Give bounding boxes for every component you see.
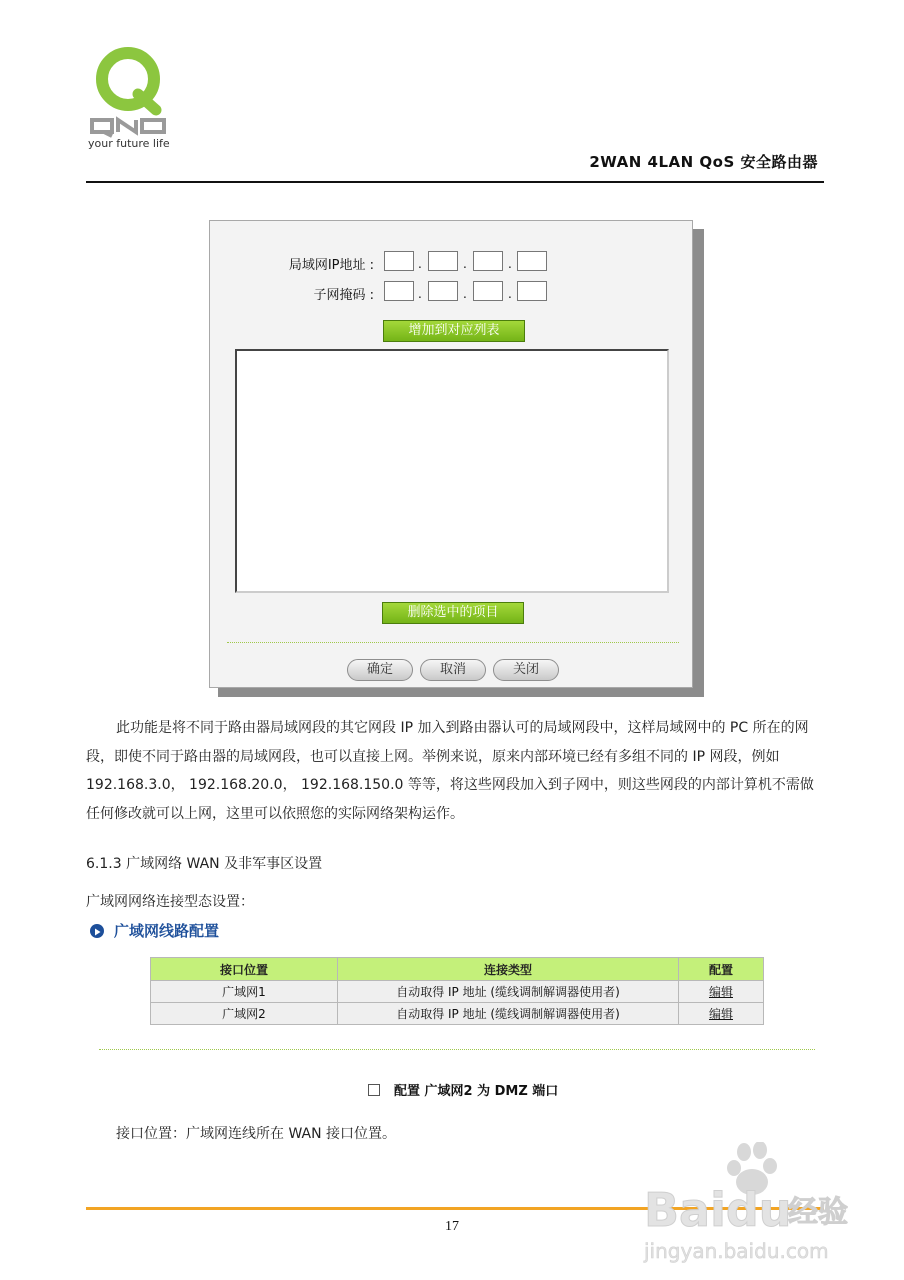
config-cell [679,1003,764,1025]
lan-ip-octet-3[interactable] [473,251,503,271]
mask-octet-1[interactable] [384,281,414,301]
dmz-label: 配置 广域网2 为 DMZ 端口 [394,1084,559,1099]
section-divider [99,1049,815,1050]
baidu-jingyan-watermark [640,1142,852,1266]
table-row [151,1003,764,1025]
document-title: 2WAN 4LAN QoS 安全路由器 [589,153,818,171]
ip-dot: . [418,257,422,271]
ip-dot: . [508,257,512,271]
lan-ip-label: 局域网IP地址 : [288,258,374,273]
lan-ip-octet-2[interactable] [428,251,458,271]
add-to-list-button[interactable]: 增加到对应列表 [383,320,525,342]
connection-type-cell: 自动取得 IP 地址 (缆线调制解调器使用者) [338,981,679,1003]
config-cell [679,981,764,1003]
section-heading: 6.1.3 广域网络 WAN 及非军事区设置 [86,856,323,872]
logo-tagline: your future life [88,137,170,150]
ok-button[interactable]: 确定 [347,659,413,681]
subnet-listbox[interactable] [235,349,669,593]
table-row [151,981,764,1003]
table-header-row [151,958,764,981]
svg-text:jingyan.baidu.com: jingyan.baidu.com [644,1239,829,1263]
mask-octet-3[interactable] [473,281,503,301]
lan-ip-octet-1[interactable] [384,251,414,271]
column-header-config: 配置 [679,958,764,981]
play-circle-icon [90,924,104,938]
page-number: 17 [445,1219,459,1234]
edit-link[interactable]: 编辑 [708,1007,733,1021]
wan-config-table [150,957,764,1025]
svg-text:Baidu: Baidu [644,1183,792,1237]
description-paragraph: 此功能是将不同于路由器局域网段的其它网段 IP 加入到路由器认可的局域网段中，这样局域网中的 PC 所在的网段，即使不同于路由器的局域网段，也可以直接上网。举例来说，原来内部环境已经有多组不同的 IP 网段，例如 192.168.3.0， 192.168.20.0， 192.168.150.0 等等，将这些网段加入到子网中，则这些网段的内部计算机不需做任何修改就可以上网，这里可以依照您的实际网络架构运作。 [86,720,814,822]
lan-ip-octet-4[interactable] [517,251,547,271]
connection-type-cell: 自动取得 IP 地址 (缆线调制解调器使用者) [338,1003,679,1025]
close-button[interactable]: 关闭 [493,659,559,681]
ip-dot: . [463,287,467,301]
column-header-type: 连接类型 [338,958,679,981]
port-cell: 广域网1 [151,981,338,1003]
column-header-port: 接口位置 [151,958,338,981]
ip-dot: . [508,287,512,301]
subnet-dialog [209,220,693,688]
wan-config-title: 广域网线路配置 [114,922,220,940]
port-note: 接口位置：广域网连线所在 WAN 接口位置。 [116,1126,397,1142]
ip-dot: . [418,287,422,301]
dmz-option [368,1080,558,1099]
subnet-mask-label: 子网掩码 : [313,288,374,303]
header-divider [86,181,824,183]
cancel-button[interactable]: 取消 [420,659,486,681]
port-cell: 广域网2 [151,1003,338,1025]
dialog-divider [227,642,679,643]
mask-octet-2[interactable] [428,281,458,301]
dmz-checkbox[interactable] [368,1084,380,1096]
delete-selected-button[interactable]: 删除选中的项目 [382,602,524,624]
section-subheading: 广域网网络连接型态设置： [86,894,254,910]
edit-link[interactable]: 编辑 [708,985,733,999]
mask-octet-4[interactable] [517,281,547,301]
svg-text:经验: 经验 [788,1195,848,1230]
ip-dot: . [463,257,467,271]
